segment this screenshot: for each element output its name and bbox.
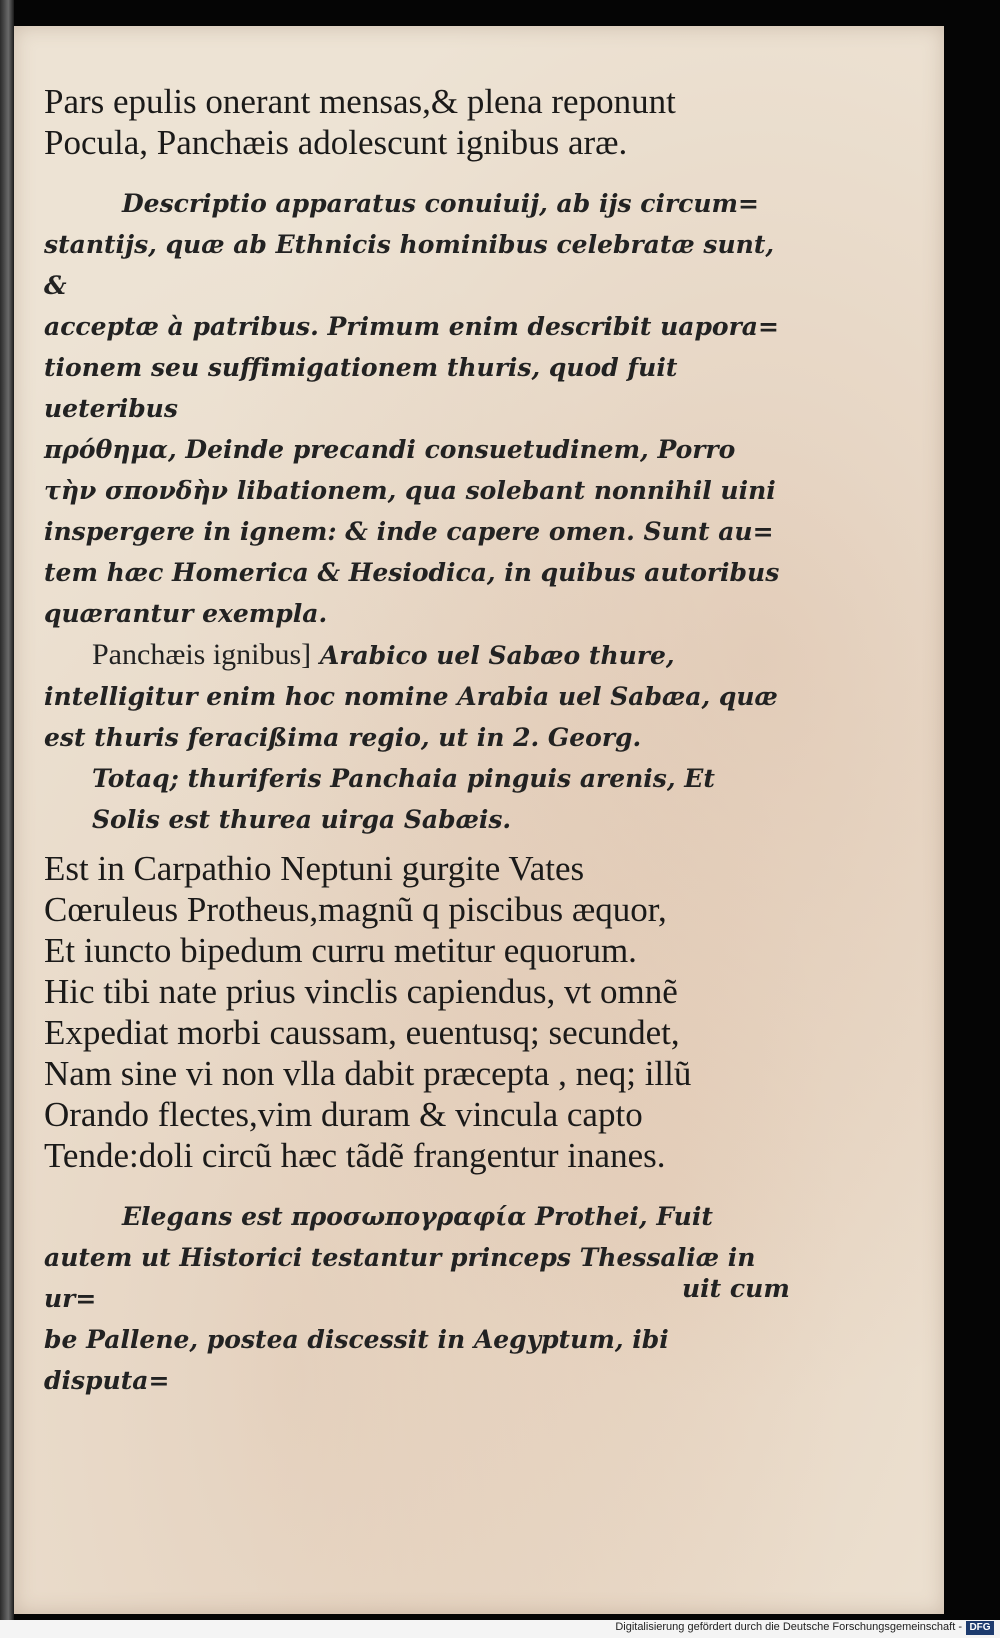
- verse-block-main: [44, 848, 784, 1176]
- commentary-block-2: [44, 634, 784, 840]
- funding-credit: Digitalisierung gefördert durch die Deutsche Forschungsgemeinschaft -: [615, 1621, 962, 1633]
- verse-line: Pocula, Panchæis adolescunt ignibus aræ.: [44, 123, 628, 162]
- verse-line: Hic tibi nate prius vinclis capiendus, vt omnẽ: [44, 972, 678, 1011]
- commentary-block-1: [44, 183, 784, 634]
- commentary-line: inspergere in ignem: & inde capere omen. Sunt au=: [44, 517, 774, 546]
- book-spine-edge: [0, 0, 14, 1620]
- lemma: Panchæis ignibus]: [92, 638, 312, 671]
- verse-line: Pars epulis onerant mensas,& plena reponunt: [44, 82, 676, 121]
- commentary-line: tem hæc Homerica & Hesiodica, in quibus autoribus: [44, 558, 780, 587]
- lemma-gloss: Arabico uel Sabæo thure,: [319, 641, 675, 670]
- commentary-line: be Pallene, postea discessit in Aegyptum, ibi disputa=: [44, 1325, 669, 1395]
- book-page: [14, 26, 944, 1614]
- commentary-line: stantijs, quæ ab Ethnicis hominibus celebratæ sunt, &: [44, 230, 775, 300]
- commentary-line: [44, 634, 784, 676]
- commentary-line: πρόθημα, Deinde precandi consuetudinem, Porro: [44, 435, 736, 464]
- commentary-line: intelligitur enim hoc nomine Arabia uel Sabæa, quæ: [44, 682, 778, 711]
- commentary-line: Elegans est προσωπογραφία Prothei, Fuit: [122, 1202, 713, 1231]
- verse-line: Est in Carpathio Neptuni gurgite Vates: [44, 849, 585, 888]
- commentary-block-3: [44, 1196, 784, 1401]
- quotation-line: Totaq; thuriferis Panchaia pinguis arenis, Et: [92, 764, 715, 793]
- commentary-line: τὴν σπονδὴν libationem, qua solebant nonnihil uini: [44, 476, 776, 505]
- verse-line: Nam sine vi non vlla dabit præcepta , neq; illũ: [44, 1054, 692, 1093]
- catchword: uit cum: [682, 1274, 790, 1303]
- commentary-line: est thuris feracißima regio, ut in 2. Georg.: [44, 723, 642, 752]
- quotation-line: Solis est thurea uirga Sabæis.: [92, 805, 512, 834]
- verse-line: Cœruleus Protheus,magnũ q piscibus æquor,: [44, 890, 667, 929]
- commentary-line: autem ut Historici testantur princeps Thessaliæ in ur=: [44, 1243, 756, 1313]
- verse-line: Tende:doli circũ hæc tãdẽ frangentur inanes.: [44, 1136, 666, 1175]
- verse-line: Et iuncto bipedum curru metitur equorum.: [44, 931, 637, 970]
- commentary-line: quærantur exempla.: [44, 599, 328, 628]
- commentary-line: Descriptio apparatus conuiuij, ab ijs circum=: [122, 189, 759, 218]
- page-text: [44, 81, 784, 1401]
- verse-line: Expediat morbi caussam, euentusq; secundet,: [44, 1013, 680, 1052]
- verse-line: Orando flectes,vim duram & vincula capto: [44, 1095, 643, 1134]
- dfg-logo-icon: DFG: [966, 1621, 994, 1635]
- commentary-line: acceptæ à patribus. Primum enim describit uapora=: [44, 312, 779, 341]
- commentary-line: tionem seu suffimigationem thuris, quod fuit ueteribus: [44, 353, 678, 423]
